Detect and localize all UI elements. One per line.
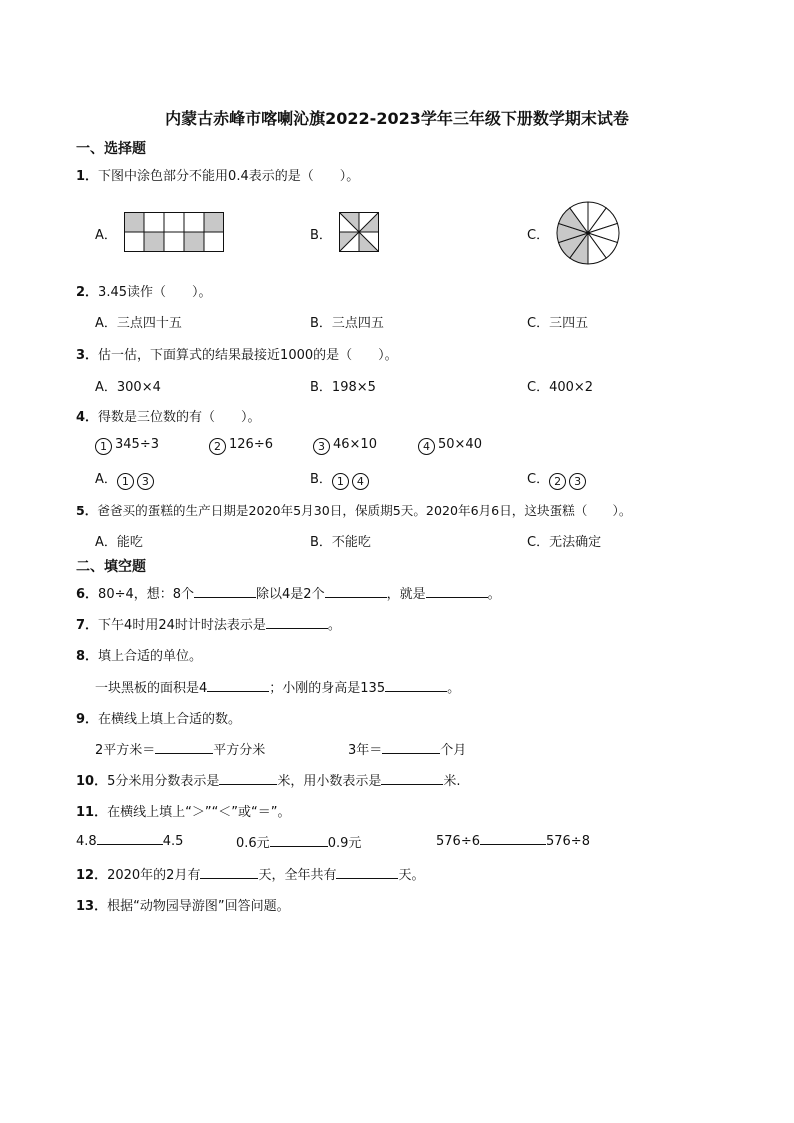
q1-figure-a-grid [124,212,224,252]
question-9-part-b [348,739,466,758]
question-text: 根据“动物园导游图”回答问题。 [107,899,290,914]
q5-option-b: B．不能吃 [310,535,371,550]
q4-option-c [527,468,589,490]
q4-option-b [310,468,372,490]
question-11-compare-2 [236,832,361,851]
question-5 [76,500,631,519]
expression: 46×10 [333,437,377,452]
q4-item-1 [95,437,159,455]
question-text: 平方分米 [213,743,266,758]
answer-blank[interactable] [266,616,328,629]
answer-blank[interactable] [336,866,398,879]
question-number: 1． [76,169,99,184]
question-text: 下图中涂色部分不能用0.4表示的是（ ）。 [98,169,360,184]
option-label: C． [527,472,550,487]
q4-item-3 [313,437,377,455]
question-11 [76,801,291,820]
question-6 [76,583,501,602]
circled-number: 4 [352,473,369,490]
option-label: A． [95,472,117,487]
q2-option-c: C．三四五 [527,316,589,331]
question-number: 10． [76,774,108,789]
answer-blank[interactable] [480,832,546,845]
answer-blank[interactable] [426,585,488,598]
question-text: 。 [327,618,341,633]
question-text: ；小刚的身高是135 [269,681,386,696]
circled-number: 3 [569,473,586,490]
q4-item-2 [209,437,273,455]
q1-figure-b-square [339,212,379,252]
expression: 126÷6 [229,437,273,452]
circled-number: 2 [549,473,566,490]
answer-blank[interactable] [200,866,258,879]
q1-option-a-label: A． [95,228,117,243]
question-number: 6． [76,587,99,602]
circled-number: 3 [313,438,330,455]
answer-blank[interactable] [207,679,269,692]
q5-option-a: A．能吃 [95,535,143,550]
q5-option-c: C．无法确定 [527,535,602,550]
question-9 [76,708,241,727]
question-text: 2平方米＝ [95,743,156,758]
circled-number: 1 [95,438,112,455]
question-text: 填上合适的单位。 [98,649,203,664]
question-1 [76,165,359,184]
q2-option-a: A．三点四十五 [95,316,182,331]
answer-blank[interactable] [194,585,256,598]
question-13 [76,895,290,914]
question-4 [76,406,261,425]
question-3 [76,344,398,363]
question-text: 80÷4，想：8个 [98,587,195,602]
question-number: 2． [76,285,99,300]
answer-blank[interactable] [382,741,440,754]
compare-left: 0.6元 [236,836,270,851]
question-text: 下午4时用24时计时法表示是 [98,618,266,633]
page-title: 内蒙古赤峰市喀喇沁旗2022-2023学年三年级下册数学期末试卷 [165,109,629,128]
question-7 [76,614,341,633]
answer-blank[interactable] [97,832,163,845]
compare-right: 576÷8 [545,834,590,849]
section-heading-fill: 二、填空题 [76,559,146,575]
q2-option-b: B．三点四五 [310,316,384,331]
compare-left: 576÷6 [436,834,480,849]
answer-blank[interactable] [385,679,447,692]
circled-number: 4 [418,438,435,455]
expression: 345÷3 [115,437,159,452]
shaded-cell [184,232,204,252]
question-11-compare-1 [76,832,183,849]
answer-blank[interactable] [219,772,277,785]
question-text: 个月 [440,743,467,758]
shaded-cell [144,232,164,252]
question-number: 5． [76,503,98,518]
circled-number: 3 [137,473,154,490]
answer-blank[interactable] [155,741,213,754]
question-text: ，就是 [386,587,426,602]
question-11-compare-3 [436,832,590,849]
q3-option-a: A．300×4 [95,380,161,395]
section-heading-choice: 一、选择题 [76,141,146,157]
question-8 [76,645,202,664]
q3-option-c: C．400×2 [527,380,594,395]
question-text: 爸爸买的蛋糕的生产日期是2020年5月30日，保质期5天。2020年6月6日，这块蛋糕（ ）。 [97,503,632,518]
question-text: 天，全年共有 [258,868,337,883]
question-number: 4． [76,410,99,425]
question-9-part-a [95,739,265,758]
question-text: 得数是三位数的有（ ）。 [98,410,261,425]
question-2 [76,281,212,300]
question-text: 一块黑板的面积是4 [95,681,208,696]
q1-figure-c-circle [555,200,621,266]
question-text: 米，用小数表示是 [277,774,382,789]
question-number: 13． [76,899,108,914]
question-10 [76,770,461,789]
question-number: 3． [76,348,99,363]
question-text: 估一估，下面算式的结果最接近1000的是（ ）。 [98,348,398,363]
answer-blank[interactable] [270,834,328,847]
question-text: 除以4是2个 [256,587,325,602]
circled-number: 1 [332,473,349,490]
question-text: 米. [443,774,461,789]
question-text: 2020年的2月有 [107,868,201,883]
q4-option-a [95,468,157,490]
question-8-line [95,677,460,696]
question-text: 3.45读作（ ）。 [98,285,212,300]
q4-item-4 [418,437,482,455]
q3-option-b: B．198×5 [310,380,376,395]
question-number: 12． [76,868,108,883]
question-number: 11． [76,805,108,820]
question-text: 5分米用分数表示是 [107,774,220,789]
question-text: 天。 [398,868,425,883]
question-number: 7． [76,618,99,633]
shaded-cell [204,212,224,232]
question-text: 3年＝ [348,743,383,758]
expression: 50×40 [438,437,482,452]
circled-number: 2 [209,438,226,455]
question-number: 8． [76,649,99,664]
circled-number: 1 [117,473,134,490]
answer-blank[interactable] [325,585,387,598]
option-label: B． [310,472,332,487]
shaded-cell [124,212,144,232]
q1-option-b-label: B． [310,228,332,243]
question-text: 。 [447,681,461,696]
question-text: 在横线上填上合适的数。 [98,712,242,727]
compare-left: 4.8 [76,834,97,849]
compare-right: 4.5 [162,834,184,849]
question-text: 在横线上填上“＞”“＜”或“＝”。 [107,805,291,820]
q1-option-c-label: C． [527,228,550,243]
question-text: 。 [487,587,501,602]
compare-right: 0.9元 [327,836,362,851]
question-number: 9． [76,712,99,727]
question-12 [76,864,424,883]
answer-blank[interactable] [381,772,443,785]
